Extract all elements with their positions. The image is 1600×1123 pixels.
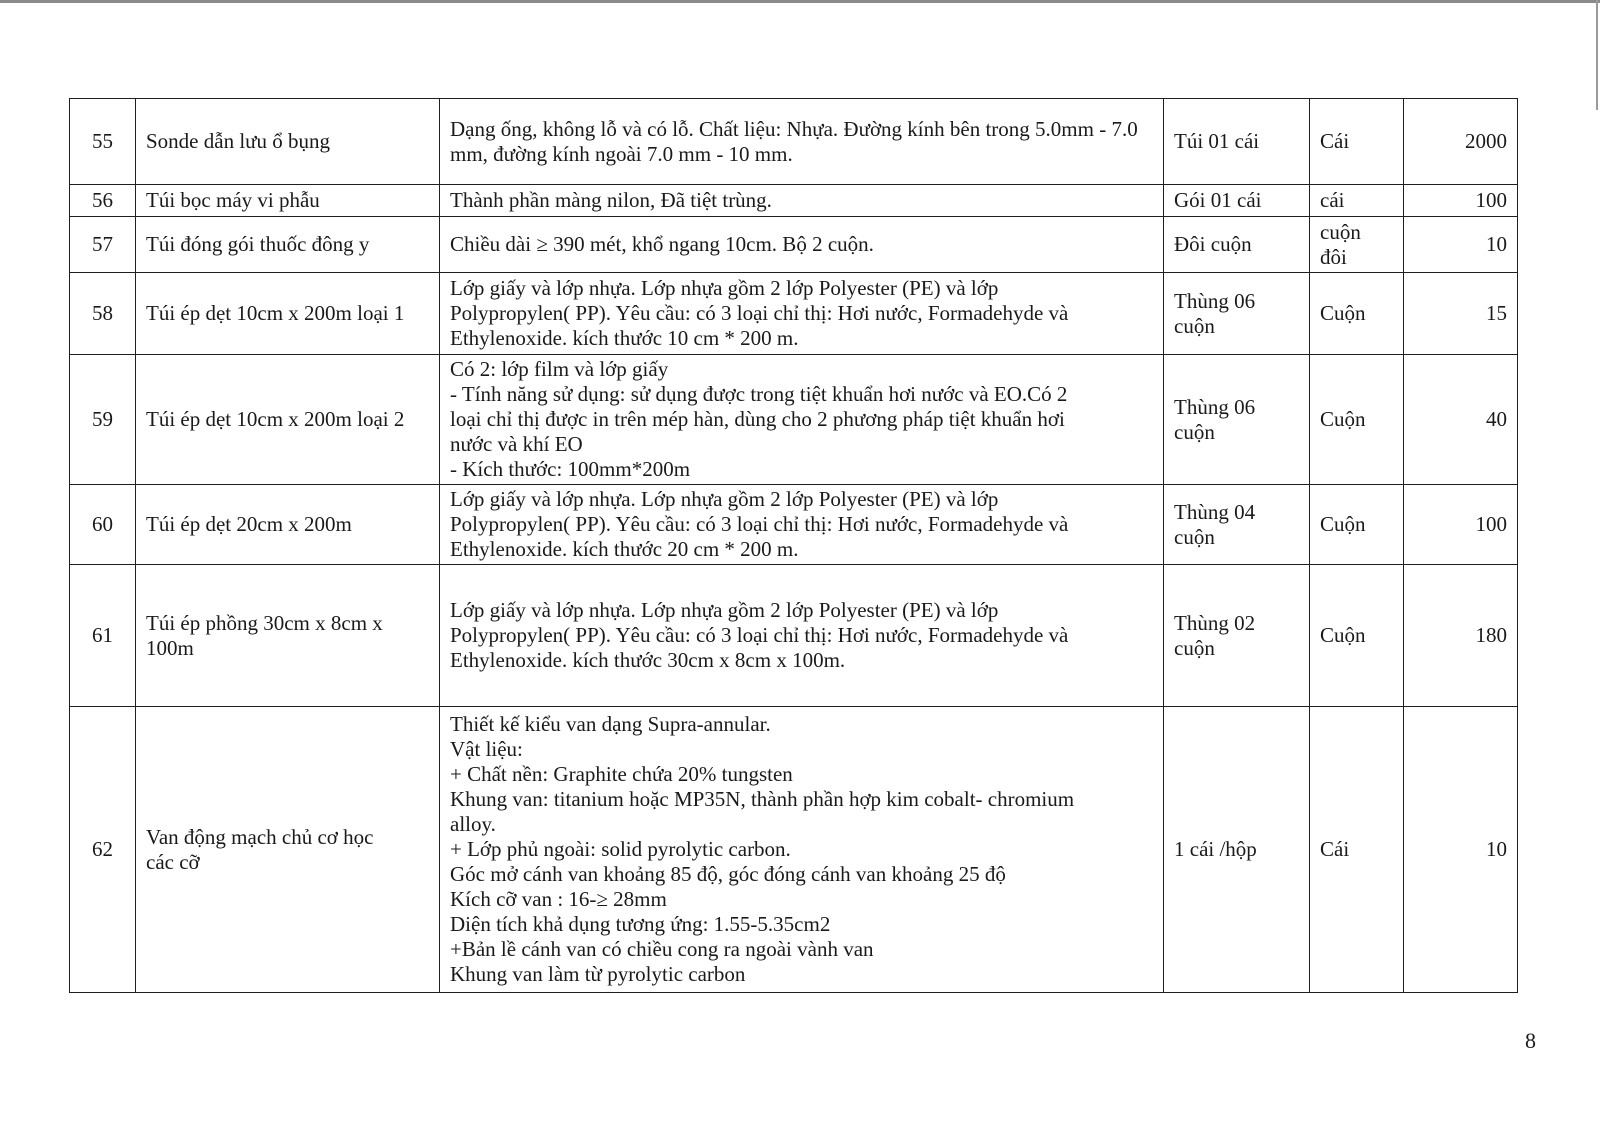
item-unit: Cái (1310, 99, 1404, 185)
table-row (70, 707, 1518, 993)
row-number: 57 (70, 217, 136, 273)
item-quantity: 10 (1404, 707, 1518, 993)
item-packing: Thùng 06 cuộn (1164, 355, 1310, 485)
row-number: 59 (70, 355, 136, 485)
row-number: 55 (70, 99, 136, 185)
table-row (70, 273, 1518, 355)
table-row (70, 99, 1518, 185)
item-quantity: 40 (1404, 355, 1518, 485)
item-specification: Lớp giấy và lớp nhựa. Lớp nhựa gồm 2 lớp Polyester (PE) và lớp Polypropylen( PP). Yêu cầu: có 3 loại chỉ thị: Hơi nước, Formadehyde và Ethylenoxide. kích thước 10 cm * 200 m. (440, 273, 1164, 355)
item-name: Sonde dẫn lưu ổ bụng (136, 99, 440, 185)
table-row (70, 185, 1518, 217)
item-specification: Thành phần màng nilon, Đã tiệt trùng. (440, 185, 1164, 217)
item-quantity: 15 (1404, 273, 1518, 355)
item-quantity: 2000 (1404, 99, 1518, 185)
item-unit: cái (1310, 185, 1404, 217)
table-row (70, 565, 1518, 707)
item-name: Túi ép phồng 30cm x 8cm x 100m (136, 565, 440, 707)
item-packing: Thùng 04 cuộn (1164, 485, 1310, 565)
item-packing: Gói 01 cái (1164, 185, 1310, 217)
top-scan-border (0, 0, 1600, 3)
item-unit: Cuộn (1310, 273, 1404, 355)
item-specification: Lớp giấy và lớp nhựa. Lớp nhựa gồm 2 lớp Polyester (PE) và lớp Polypropylen( PP). Yêu cầu: có 3 loại chỉ thị: Hơi nước, Formadehyde và Ethylenoxide. kích thước 30cm x 8cm x 100m. (440, 565, 1164, 707)
item-specification: Có 2: lớp film và lớp giấy - Tính năng sử dụng: sử dụng được trong tiệt khuẩn hơi nước và EO.Có 2 loại chỉ thị được in trên mép hàn, dùng cho 2 phương pháp tiệt khuẩn hơi nước và khí EO - Kích thước: 100mm*200m (440, 355, 1164, 485)
item-quantity: 180 (1404, 565, 1518, 707)
item-quantity: 100 (1404, 185, 1518, 217)
item-quantity: 10 (1404, 217, 1518, 273)
item-specification: Dạng ống, không lỗ và có lỗ. Chất liệu: Nhựa. Đường kính bên trong 5.0mm - 7.0 mm, đường kính ngoài 7.0 mm - 10 mm. (440, 99, 1164, 185)
item-packing: Thùng 02 cuộn (1164, 565, 1310, 707)
row-number: 60 (70, 485, 136, 565)
item-unit: Cuộn (1310, 485, 1404, 565)
right-scan-border (1596, 0, 1598, 110)
item-name: Van động mạch chủ cơ học các cỡ (136, 707, 440, 993)
item-name: Túi ép dẹt 10cm x 200m loại 2 (136, 355, 440, 485)
item-name: Túi bọc máy vi phẫu (136, 185, 440, 217)
item-unit: Cuộn (1310, 355, 1404, 485)
supply-spec-table (69, 98, 1518, 993)
item-packing: Thùng 06 cuộn (1164, 273, 1310, 355)
item-specification: Lớp giấy và lớp nhựa. Lớp nhựa gồm 2 lớp Polyester (PE) và lớp Polypropylen( PP). Yêu cầu: có 3 loại chỉ thị: Hơi nước, Formadehyde và Ethylenoxide. kích thước 20 cm * 200 m. (440, 485, 1164, 565)
item-name: Túi ép dẹt 10cm x 200m loại 1 (136, 273, 440, 355)
table-row (70, 355, 1518, 485)
item-specification: Thiết kế kiểu van dạng Supra-annular. Vật liệu: + Chất nền: Graphite chứa 20% tungsten Khung van: titanium hoặc MP35N, thành phần hợp kim cobalt- chromium alloy. + Lớp phủ ngoài: solid pyrolytic carbon. Góc mở cánh van khoảng 85 độ, góc đóng cánh van khoảng 25 độ Kích cỡ van : 16-≥ 28mm Diện tích khả dụng tương ứng: 1.55-5.35cm2 +Bản lề cánh van có chiều cong ra ngoài vành van Khung van làm từ pyrolytic carbon (440, 707, 1164, 993)
item-packing: Túi 01 cái (1164, 99, 1310, 185)
item-packing: 1 cái /hộp (1164, 707, 1310, 993)
item-quantity: 100 (1404, 485, 1518, 565)
row-number: 58 (70, 273, 136, 355)
item-unit: cuộn đôi (1310, 217, 1404, 273)
item-packing: Đôi cuộn (1164, 217, 1310, 273)
item-unit: Cuộn (1310, 565, 1404, 707)
row-number: 62 (70, 707, 136, 993)
item-name: Túi ép dẹt 20cm x 200m (136, 485, 440, 565)
table-row (70, 485, 1518, 565)
table-row (70, 217, 1518, 273)
item-name: Túi đóng gói thuốc đông y (136, 217, 440, 273)
row-number: 56 (70, 185, 136, 217)
page-number: 8 (1525, 1028, 1536, 1053)
item-unit: Cái (1310, 707, 1404, 993)
item-specification: Chiều dài ≥ 390 mét, khổ ngang 10cm. Bộ 2 cuộn. (440, 217, 1164, 273)
row-number: 61 (70, 565, 136, 707)
